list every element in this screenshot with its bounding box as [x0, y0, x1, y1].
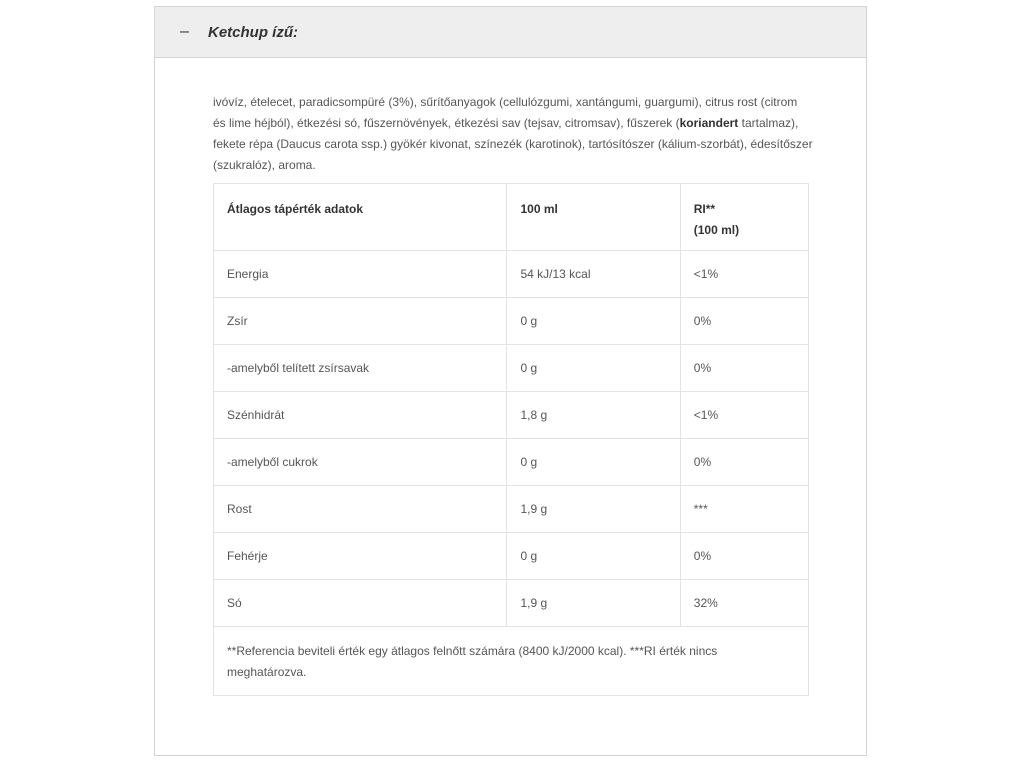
table-row — [214, 439, 809, 486]
header-per100: 100 ml — [507, 184, 680, 251]
table-row — [214, 486, 809, 533]
row-per100: 1,9 g — [507, 580, 680, 627]
table-row — [214, 392, 809, 439]
row-ri: 0% — [680, 439, 808, 486]
accordion-title[interactable]: Ketchup ízű: — [208, 23, 298, 41]
table-row — [214, 251, 809, 298]
row-name: Energia — [214, 251, 507, 298]
table-footnote-row — [214, 627, 809, 696]
collapse-icon[interactable]: – — [180, 23, 189, 40]
row-ri: 32% — [680, 580, 808, 627]
row-ri: *** — [680, 486, 808, 533]
table-row — [214, 533, 809, 580]
row-per100: 0 g — [507, 345, 680, 392]
ingredients-part-1: ivóvíz, ételecet, paradicsompüré (3%), sűrítőanyagok (cellulózgumi, xantángumi, guargumi), citrus rost (citrom és lime héjból), étkezési só, fűszernövények, étkezési sav (tejsav, citromsav), fűszerek ( — [213, 95, 798, 130]
row-per100: 54 kJ/13 kcal — [507, 251, 680, 298]
row-ri: <1% — [680, 251, 808, 298]
row-ri: <1% — [680, 392, 808, 439]
header-ri — [680, 184, 808, 251]
row-ri: 0% — [680, 298, 808, 345]
ingredients-highlight: koriandert — [679, 116, 739, 130]
ingredients-text — [213, 92, 813, 176]
table-row — [214, 345, 809, 392]
header-name: Átlagos tápérték adatok — [214, 184, 507, 251]
row-ri: 0% — [680, 345, 808, 392]
row-name: -amelyből cukrok — [214, 439, 507, 486]
header-ri-line1: RI** — [693, 202, 716, 216]
row-per100: 0 g — [507, 298, 680, 345]
row-name: Rost — [214, 486, 507, 533]
row-name: Szénhidrát — [214, 392, 507, 439]
row-ri: 0% — [680, 533, 808, 580]
row-name: -amelyből telített zsírsavak — [214, 345, 507, 392]
row-name: Zsír — [214, 298, 507, 345]
header-ri-line2: (100 ml) — [693, 223, 740, 237]
ingredients-part-2: tartalmaz), fekete répa (Daucus carota ssp.) gyökér kivonat, színezék (karotinok), tartósítószer (kálium-szorbát), édesítőszer (szukralóz), aroma. — [213, 116, 813, 172]
row-per100: 1,8 g — [507, 392, 680, 439]
row-name: Só — [214, 580, 507, 627]
row-name: Fehérje — [214, 533, 507, 580]
table-footnote: **Referencia beviteli érték egy átlagos felnőtt számára (8400 kJ/2000 kcal). ***RI érték nincs meghatározva. — [214, 627, 809, 696]
ketchup-accordion — [154, 6, 867, 756]
row-per100: 1,9 g — [507, 486, 680, 533]
row-per100: 0 g — [507, 439, 680, 486]
accordion-header[interactable] — [155, 7, 866, 58]
table-row — [214, 298, 809, 345]
row-per100: 0 g — [507, 533, 680, 580]
table-header-row — [214, 184, 809, 251]
table-row — [214, 580, 809, 627]
nutrition-table — [213, 183, 809, 696]
